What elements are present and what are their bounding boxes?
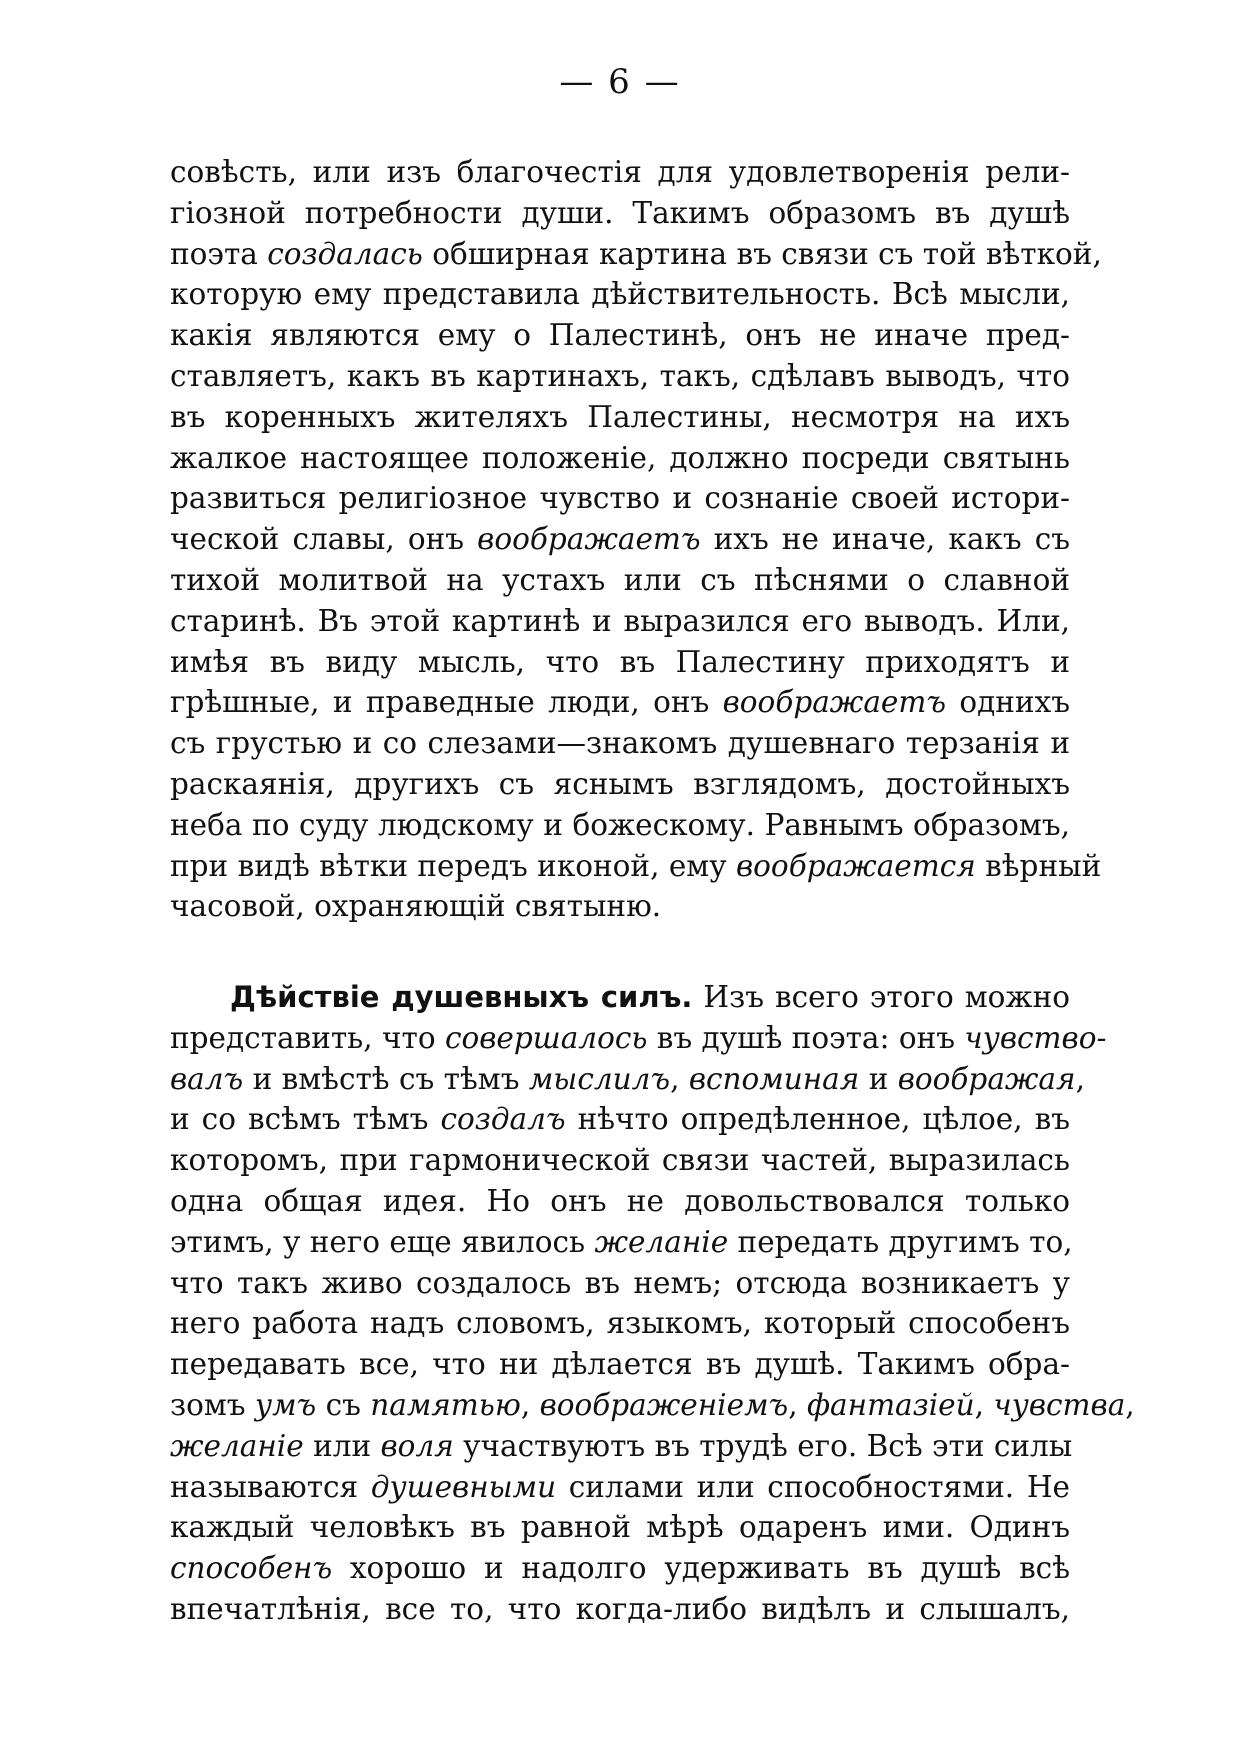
text-line: съ грустью и со слезами—знакомъ душевнаго терзанія и [170, 726, 1070, 761]
text-line: жалкое настоящее положеніе, должно посреди святынь [170, 440, 1070, 475]
italic-term: памятью [370, 1387, 521, 1422]
text-line: одна общая идея. Но онъ не довольствовался только [170, 1183, 1070, 1218]
text-line: называются душевными силами или способностями. Не [170, 1469, 1070, 1504]
italic-term: мыслилъ [528, 1061, 671, 1096]
italic-term: желаніе [170, 1428, 304, 1463]
text-line: грѣшные, и праведные люди, онъ воображаетъ однихъ [170, 685, 1070, 720]
italic-term: желаніе [594, 1224, 729, 1259]
text-line: Дѣйствіе душевныхъ силъ. Изъ всего этого можно [230, 980, 1070, 1014]
text-line: него работа надъ словомъ, языкомъ, который способенъ [170, 1306, 1070, 1341]
text-line: что такъ живо создалось въ немъ; отсюда возникаетъ у [170, 1265, 1070, 1300]
text-line: впечатлѣнія, все то, что когда-либо видѣлъ и слышалъ, [170, 1591, 1070, 1626]
text-line: имѣя въ виду мысль, что въ Палестину приходятъ и [170, 644, 1070, 679]
text-line: желаніе или воля участвуютъ въ трудѣ его. Всѣ эти силы [170, 1428, 1073, 1463]
italic-term: воображая [897, 1061, 1076, 1096]
text-line: при видѣ вѣтки передъ иконой, ему воображается вѣрный [170, 848, 1102, 883]
text-line: представить, что совершалось въ душѣ поэта: онъ чувство- [170, 1020, 1107, 1055]
text-line: каждый человѣкъ въ равной мѣрѣ одаренъ ими. Одинъ [170, 1510, 1070, 1545]
text-line: способенъ хорошо и надолго удерживать въ душѣ всѣ [170, 1551, 1070, 1586]
text-line: тихой молитвой на устахъ или съ пѣснями о славной [170, 562, 1070, 597]
text-line: зомъ умъ съ памятью, воображеніемъ, фантазіей, чувства, [170, 1387, 1135, 1422]
italic-term: воображается [736, 848, 976, 883]
text-line: неба по суду людскому и божескому. Равнымъ образомъ, [170, 807, 1070, 842]
section-heading: Дѣйствіе душевныхъ силъ. [230, 980, 693, 1014]
italic-term: создалъ [440, 1102, 566, 1137]
italic-term: воображаетъ [722, 685, 947, 720]
italic-term: создалась [267, 236, 423, 271]
text-line: поэта создалась обширная картина въ связи съ той вѣткой, [170, 236, 1102, 271]
italic-term: воображаетъ [477, 522, 701, 557]
text-line: раскаянія, другихъ съ яснымъ взглядомъ, достойныхъ [170, 766, 1070, 801]
italic-term: вспоминая [688, 1061, 860, 1096]
text-line: развиться религіозное чувство и сознаніе своей истори- [170, 481, 1070, 516]
text-line: этимъ, у него еще явилось желаніе передать другимъ то, [170, 1224, 1073, 1259]
text-line: въ коренныхъ жителяхъ Палестины, несмотря на ихъ [170, 399, 1070, 434]
text-line: передавать все, что ни дѣлается въ душѣ. Такимъ обра- [170, 1347, 1070, 1382]
text-line: гіозной потребности души. Такимъ образомъ въ душѣ [170, 195, 1070, 230]
italic-term: фантазіей [806, 1387, 975, 1422]
italic-term: воля [380, 1428, 454, 1463]
italic-term: умъ [254, 1387, 317, 1422]
italic-term: душевными [370, 1469, 557, 1504]
text-line: и со всѣмъ тѣмъ создалъ нѣчто опредѣленное, цѣлое, въ [170, 1102, 1070, 1137]
text-line: совѣсть, или изъ благочестія для удовлетворенія рели- [170, 155, 1070, 189]
text-line: валъ и вмѣстѣ съ тѣмъ мыслилъ, вспоминая и воображая, [170, 1061, 1085, 1096]
italic-term: способенъ [170, 1551, 333, 1586]
paragraph-1 [170, 152, 1102, 927]
text-line: какія являются ему о Палестинѣ, онъ не иначе пред- [170, 318, 1070, 353]
italic-term: чувства [993, 1387, 1126, 1422]
italic-term: совершалось [444, 1020, 648, 1055]
text-line: старинѣ. Въ этой картинѣ и выразился его выводъ. Или, [170, 603, 1070, 638]
italic-term: чувство- [964, 1020, 1107, 1055]
paragraph-2 [170, 977, 1135, 1630]
text-line: которомъ, при гармонической связи частей, выразилась [170, 1143, 1070, 1178]
page-number: — 6 — [559, 62, 681, 102]
italic-term: валъ [170, 1061, 244, 1096]
text-line: ставляетъ, какъ въ картинахъ, такъ, сдѣлавъ выводъ, что [170, 358, 1070, 393]
text-line: которую ему представила дѣйствительность. Всѣ мысли, [170, 277, 1070, 312]
italic-term: воображеніемъ [539, 1387, 789, 1422]
text-line: часовой, охраняющій святыню. [170, 889, 662, 924]
text-line: ческой славы, онъ воображаетъ ихъ не иначе, какъ съ [170, 522, 1070, 557]
